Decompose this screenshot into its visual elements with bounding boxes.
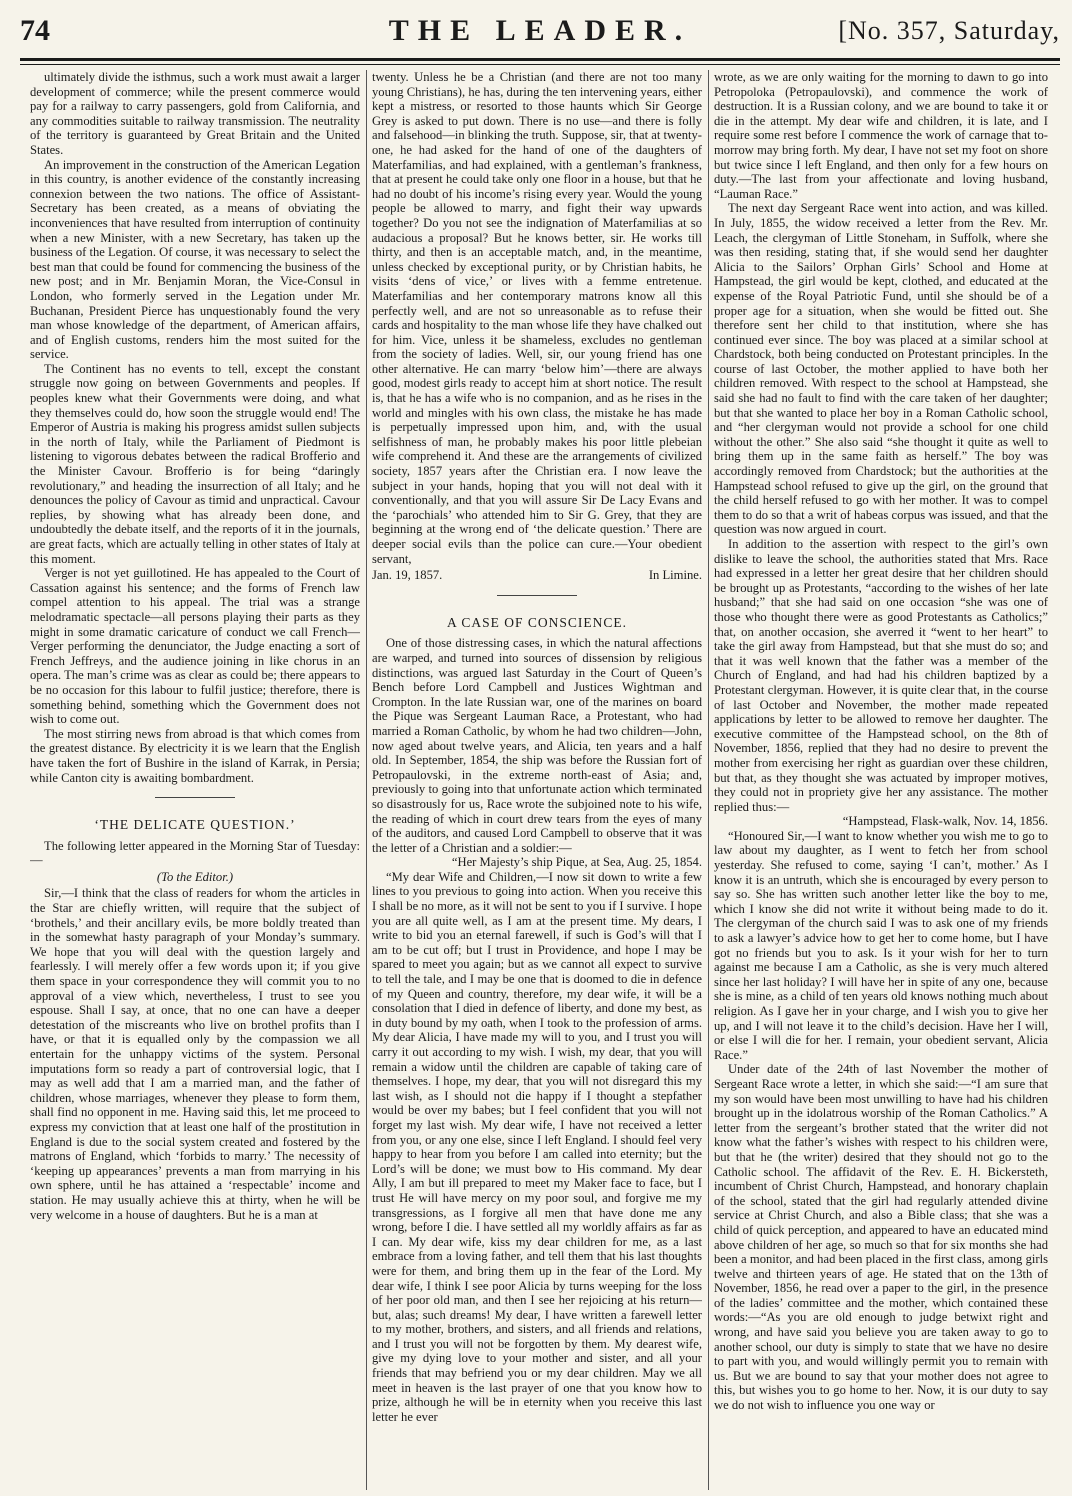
- page-number: 74: [20, 14, 50, 47]
- paragraph: One of those distressing cases, in which the natural affections are warped, and turned into sources of dissension by religious distinctions, was argued last Saturday in the Court of Queen’s Bench before Lord Campbell and Justices Wightman and Crompton. In the late Russian war, one of the marines on board the Pique was Sergeant Lauman Race, a Protestant, who had married a Roman Catholic, by whom he had two children—John, now aged about twelve years, and Alicia, ten years and a half old. In September, 1854, the ship was before the Russian fort of Petropaulovski, in the extreme north-east of Asia; and, previously to going into that unfortunate action which terminated so disastrously for us, Race wrote the subjoined note to his wife, the reading of which in court drew tears from the eyes of many of the auditors, and caused Lord Campbell to observe that it was the letter of a Christian and a soldier:—: [372, 636, 702, 855]
- letter-header: “Hampstead, Flask-walk, Nov. 14, 1856.: [842, 814, 1048, 829]
- section-separator: [155, 797, 235, 798]
- column-1: [30, 70, 360, 1490]
- column-2: [372, 70, 702, 1490]
- paragraph: Under date of the 24th of last November the mother of Sergeant Race wrote a letter, in which she said:—“I am sure that my son would have been most unwilling to have had his children brought up in the idolatrous worship of the Roman Catholics.” A letter from the sergeant’s brother stated that the writer did not know what the father’s wishes with respect to his children were, but that he (the writer) desired that they should not go to the Catholic school. The affidavit of the Rev. E. H. Bickersteth, incumbent of Christ Church, Hampstead, and honorary chaplain of the school, stated that the girl had regularly attended divine service at Christ Church, and also a Bible class; that she was a child of quick perception, and appeared to have an educated mind above children of her age, so much so that for six months she had been a monitor, and had been placed in the first class, among girls twelve and thirteen years of age. He stated that on the 13th of November, 1856, he read over a paper to the girl, in the presence of the ladies’ committee and the mother, which contained these words:—“As you are old enough to judge betwixt right and wrong, and have said you believe you are taken away to go to another school, our duty is simply to state that we have no desire to part with you, and would willingly permit you to remain with us. But we are bound to say that your mother does not agree to this, but wishes you to go home to her. Now, it is our duty to say we do not wish to influence you one way or: [714, 1062, 1048, 1413]
- column-divider-1: [366, 70, 367, 1490]
- paragraph: An improvement in the construction of the American Legation in this country, is another evidence of the constantly increasing connexion between the two nations. The office of Assistant-Secretary has been created, as a means of obviating the inconveniences that have resulted from interruption of continuity when a new Minister, with a new Secretary, has taken up the business of the Legation. Of course, it was necessary to select the best man that could be found for commencing the business of the new post; and in Mr. Benjamin Moran, the Vice-Consul in London, who formerly served in the Legation under Mr. Buchanan, President Pierce has unquestionably found the very man whose knowledge of the department, of American affairs, and of English customs, renders him the most suited for the service.: [30, 157, 360, 362]
- paragraph: “Honoured Sir,—I want to know whether you wish me to go to law about my daughter, as I went to fetch her from school yesterday. She refused to come, saying ‘I can’t, mother.’ As I know it is an untruth, which she is encouraged by every person to say so. She has written such another letter like the boy to me, which I know she did not write it without being made to do it. The clergyman of the church said I was to ask one of my friends to ask a lawyer’s advice how to get her to come home, but I have got no friends but you to ask. Is it your wish for her to turn against me because I am a Catholic, as she is very much altered since her last holiday? I will have her in spite of any one, because she is mine, as a child of ten years old knows nothing much about religion. As I gave her in your charge, and I wish you to give her up, and I will not leave it to the child’s decision. Have her I will, or else I will die for her. I remain, your obedient servant, Alicia Race.”: [714, 828, 1048, 1062]
- paragraph: In addition to the assertion with respect to the girl’s own dislike to leave the school, the authorities stated that Mrs. Race had expressed in a letter her great desire that her children should be brought up as Protestants, “according to the wishes of her late husband;” that she had said on one occasion “she was one of those who thought there were as good Protestants as Catholics;” that, on another occasion, she averred it “went to her heart” to take the girl away from Hampstead, but that she must do so; and that it was well known that the father was a member of the Church of England, and had had his children baptized by a Protestant clergyman. However, it is quite clear that, in the course of last October and November, the mother made repeated applications by letter to be allowed to remove her daughter. The executive committee of the Hampstead school, on the 8th of November, 1856, replied that they had no desire to prevent the mother from exercising her right as guardian over these children, but that, as they thought she was actuated by improper motives, they could not in propriety give her any assistance. The mother replied thus:—: [714, 537, 1048, 814]
- paragraph: The Continent has no events to tell, except the constant struggle now going on between Governments and peoples. If peoples knew what their Governments were doing, and what they themselves could do, how soon the struggle would end! The Emperor of Austria is making his progress amidst sullen subjects in the north of Italy, while the Parliament of Piedmont is listening to vigorous debates between the radical Brofferio and the Minister Cavour. Brofferio is for being “daringly revolutionary,” and heading the insurrection of all Italy; and he denounces the policy of Cavour as timid and unpractical. Cavour replies, by showing what has already been done, and undoubtedly the debate itself, and the reports of it in the journals, are great facts, which are actually telling in other states of Italy at this moment.: [30, 361, 360, 566]
- masthead: [20, 12, 1060, 62]
- article-intro: The following letter appeared in the Morning Star of Tuesday:—: [30, 838, 360, 868]
- signature-date: Jan. 19, 1857.: [372, 568, 443, 583]
- paragraph: “My dear Wife and Children,—I now sit down to write a few lines to you previous to going into action. When you receive this I shall be no more, as it will not be sent to you if I survive. I hope you are all quite well, as I am at the present time. My dears, I write to bid you an eternal farewell, if such is God’s will that I am to be cut off; but I trust in Providence, and hope I may be spared to meet you again; but as we cannot all expect to survive to tell the tale, and I may be one that is doomed to die in defence of my Queen and country, therefore, my dear wife, it will be a consolation that I died in defence of liberty, and done my best, as in duty bound by my oath, when I took to the profession of arms. My dear Alicia, I have made my will to you, and I trust you will carry it out according to my wish. I wish, my dear, that you will remain a widow until the children are capable of taking care of themselves. I hope, my dear, that you will not disregard this my last wish, as I should not die happy if I thought a stepfather would be over my babes; but I feel confident that you will not forget my last wish. My dear wife, I have not received a letter from you, or any one else, since I left England. I should feel very happy to hear from you before I am called into eternity; but the Lord’s will be done; we must bow to His command. My dear Ally, I am but ill prepared to meet my Maker face to face, but I trust He will have mercy on my poor soul, and forgive me my transgressions, as I forgive all men that have done me any wrong, before I die. I have settled all my worldly affairs as far as I can. My dear wife, kiss my dear children for me, as a last embrace from a loving father, and tell them that his last thoughts were for them, and bring them up in the fear of the Lord. My dear wife, I think I see poor Alicia by turns weeping for the loss of her poor old man, and then I see her rejoicing at his return—but, alas; such dreams! My dear, I have written a farewell letter to my mother, brothers, and sisters, and all friends and relations, and I trust you will not be forgotten by them. My dearest wife, give my dying love to your mother and sister, and all your friends that may befriend you or my dear children. May we all meet in heaven is the last prayer of one that you know how to prize, although he will be in eternity when you receive this last letter he ever: [372, 869, 702, 1424]
- paragraph: ultimately divide the isthmus, such a work must await a larger development of commerce; while the present commerce would pay for a railway to carry passengers, gold from California, and any commodities suitable to railway transmission. The neutrality of the territory is guaranteed by Great Britain and the United States.: [30, 70, 360, 157]
- letter-address: (To the Editor.): [156, 869, 234, 884]
- paragraph: The most stirring news from abroad is that which comes from the greatest distance. By electricity it is we learn that the English have taken the fort of Bushire in the island of Karrak, in Persia; while Canton city is awaiting bombardment.: [30, 726, 360, 785]
- letter-signature: [372, 568, 702, 583]
- article-heading: A CASE OF CONSCIENCE.: [446, 614, 628, 630]
- article-heading: ‘THE DELICATE QUESTION.’: [94, 817, 296, 833]
- letter-header: “Her Majesty’s ship Pique, at Sea, Aug. 25, 1854.: [451, 855, 702, 870]
- masthead-rule-thick: [20, 58, 1060, 61]
- column-divider-2: [708, 70, 709, 1490]
- paragraph: twenty. Unless he be a Christian (and there are not too many young Christians), he has, during the ten intervening years, either kept a mistress, or resorted to those haunts which Sir George Grey is asked to put down. There is no use—and there is folly and falsehood—in blinking the truth. Suppose, sir, that at twenty-one, he had asked for the hand of one of the daughters of Materfamilias, and had explained, with a gentleman’s frankness, that at present he could take only one floor in a house, but that he had no doubt of his income’s rising every year. Would the young people be allowed to marry, and fight their way upwards together? Do you not see the indignation of Materfamilias at so audacious a proposal? But he knows better, sir. He works till thirty, and then is an acceptable match, and, in the meantime, unless checked by exceptional purity, or by Christian habits, he visits ‘dens of vice,’ or lives with a femme entretenue. Materfamilias and her contemporary matrons know all this perfectly well, and are not so unreasonable as to refuse their cards and hospitality to the man whose life they have chalked out for him. Vice, unless it be shameless, excludes no gentleman from the society of ladies. Well, sir, our young friend has one other alternative. He can marry ‘below him’—there are always good, modest girls ready to accept him at short notice. The result is, that he has a wife who is no companion, and as he rises in the world and mingles with his own class, the mistake he has made is perpetually impressed upon him, and, with the usual selfishness of man, he probably makes his poor little plebeian wife comprehend it. And these are the arrangements of civilized society, 1857 years after the Christian era. I now leave the subject in your hands, hoping that you will not deal with it conventionally, and that you will assure Sir De Lacy Evans and the ‘parochials’ who attended him to Sir G. Grey, that they are beginning at the wrong end of ‘the delicate question.’ There are deeper social evils than the police can cure.—Your obedient servant,: [372, 70, 702, 566]
- paragraph: Verger is not yet guillotined. He has appealed to the Court of Cassation against his sentence; and the forms of French law compel attention to his appeal. The trial was a strange melodramatic spectacle—all persons playing their parts as they might in some dramatic caricature of conduct we call French—Verger performing the denunciator, the Judge enacting a sort of French Jeffreys, and the audience joining in like chorus in an opera. The man’s crime was as clear as could be; there appears to be no occasion for this labour to fulfil justice; therefore, there is something behind, something which the Government does not wish to come out.: [30, 566, 360, 727]
- paragraph: wrote, as we are only waiting for the morning to dawn to go into Petropoloka (Petropaulovski), and commence the work of destruction. It is a Russian colony, and we are bound to take it or die in the attempt. My dear wife and children, it is late, and I require some rest before I commence the work of carnage that to-morrow may bring forth. My dear, I have not set my foot on shore but twice since I left England, and then only for a few hours on duty.—The last from your affectionate and loving husband, “Lauman Race.”: [714, 70, 1048, 201]
- signature-name: In Limine.: [648, 568, 702, 583]
- issue-info: [No. 357, Saturday,: [838, 16, 1060, 45]
- paragraph: Sir,—I think that the class of readers for whom the articles in the Star are chiefly written, will require that the subject of ‘brothels,’ and their ancillary evils, be more boldly treated than in the somewhat hasty paragraph of your Monday’s summary. We hope that you will deal with the question largely and fearlessly. I will merely offer a few words upon it; if you give them space in your correspondence they will commit you to no approval of a view which, nevertheless, I trust to see you espouse. Shall I say, at once, that no one can have a deeper detestation of the miscreants who live on brothel profits than I have, or that it is equalled only by the compassion we all entertain for the unhappy victims of the system. Personal imputations form so ready a part of controversial logic, that I may as well add that I am a married man, and the father of children, whose marriages, whenever they please to form them, shall find no opponent in me. Having said this, let me proceed to express my conviction that at least one half of the prostitution in England is due to the social system created and fostered by the matrons of England, which ‘forbids to marry.’ The necessity of ‘keeping up appearances’ prevents a man from marrying in his own sphere, until he has attained a ‘respectable’ income and station. He may usually achieve this at thirty, when he will be very welcome in a house of daughters. But he is a man at: [30, 886, 360, 1222]
- column-3: [714, 70, 1048, 1490]
- section-separator: [497, 595, 577, 596]
- paragraph: The next day Sergeant Race went into action, and was killed. In July, 1855, the widow received a letter from the Rev. Mr. Leach, the clergyman of Little Stoneham, in Suffolk, where she was then residing, stating that, if she would send her daughter Alicia to the Sailors’ Orphan Girls’ School and Home at Hampstead, the girl would be kept, clothed, and educated at the expense of the Royal Patriotic Fund, until she should be of a proper age for a situation, when she would be fitted out. She therefore sent her child to that institution, where she has continued ever since. The boy was placed at a similar school at Chardstock, both being conducted on Protestant principles. In the course of last October, the mother applied to have both her children removed. With respect to the school at Hampstead, she said she had no fault to find with the care taken of her daughter; but that she wanted to place her boy in a Roman Catholic school, and “her clergyman would not provide a school for one child without the other.” She also said “she thought it quite as well to bring them up in the same faith as herself.” The boy was accordingly removed from Chardstock; but the authorities at the Hampstead school refused to give up the girl, on the ground that the child herself refused to go with her mother. It was to compel them to do so that a writ of habeas corpus was issued, and that the question was now argued in court.: [714, 201, 1048, 537]
- masthead-rule-thin: [20, 64, 1060, 65]
- newspaper-title: THE LEADER.: [388, 14, 692, 47]
